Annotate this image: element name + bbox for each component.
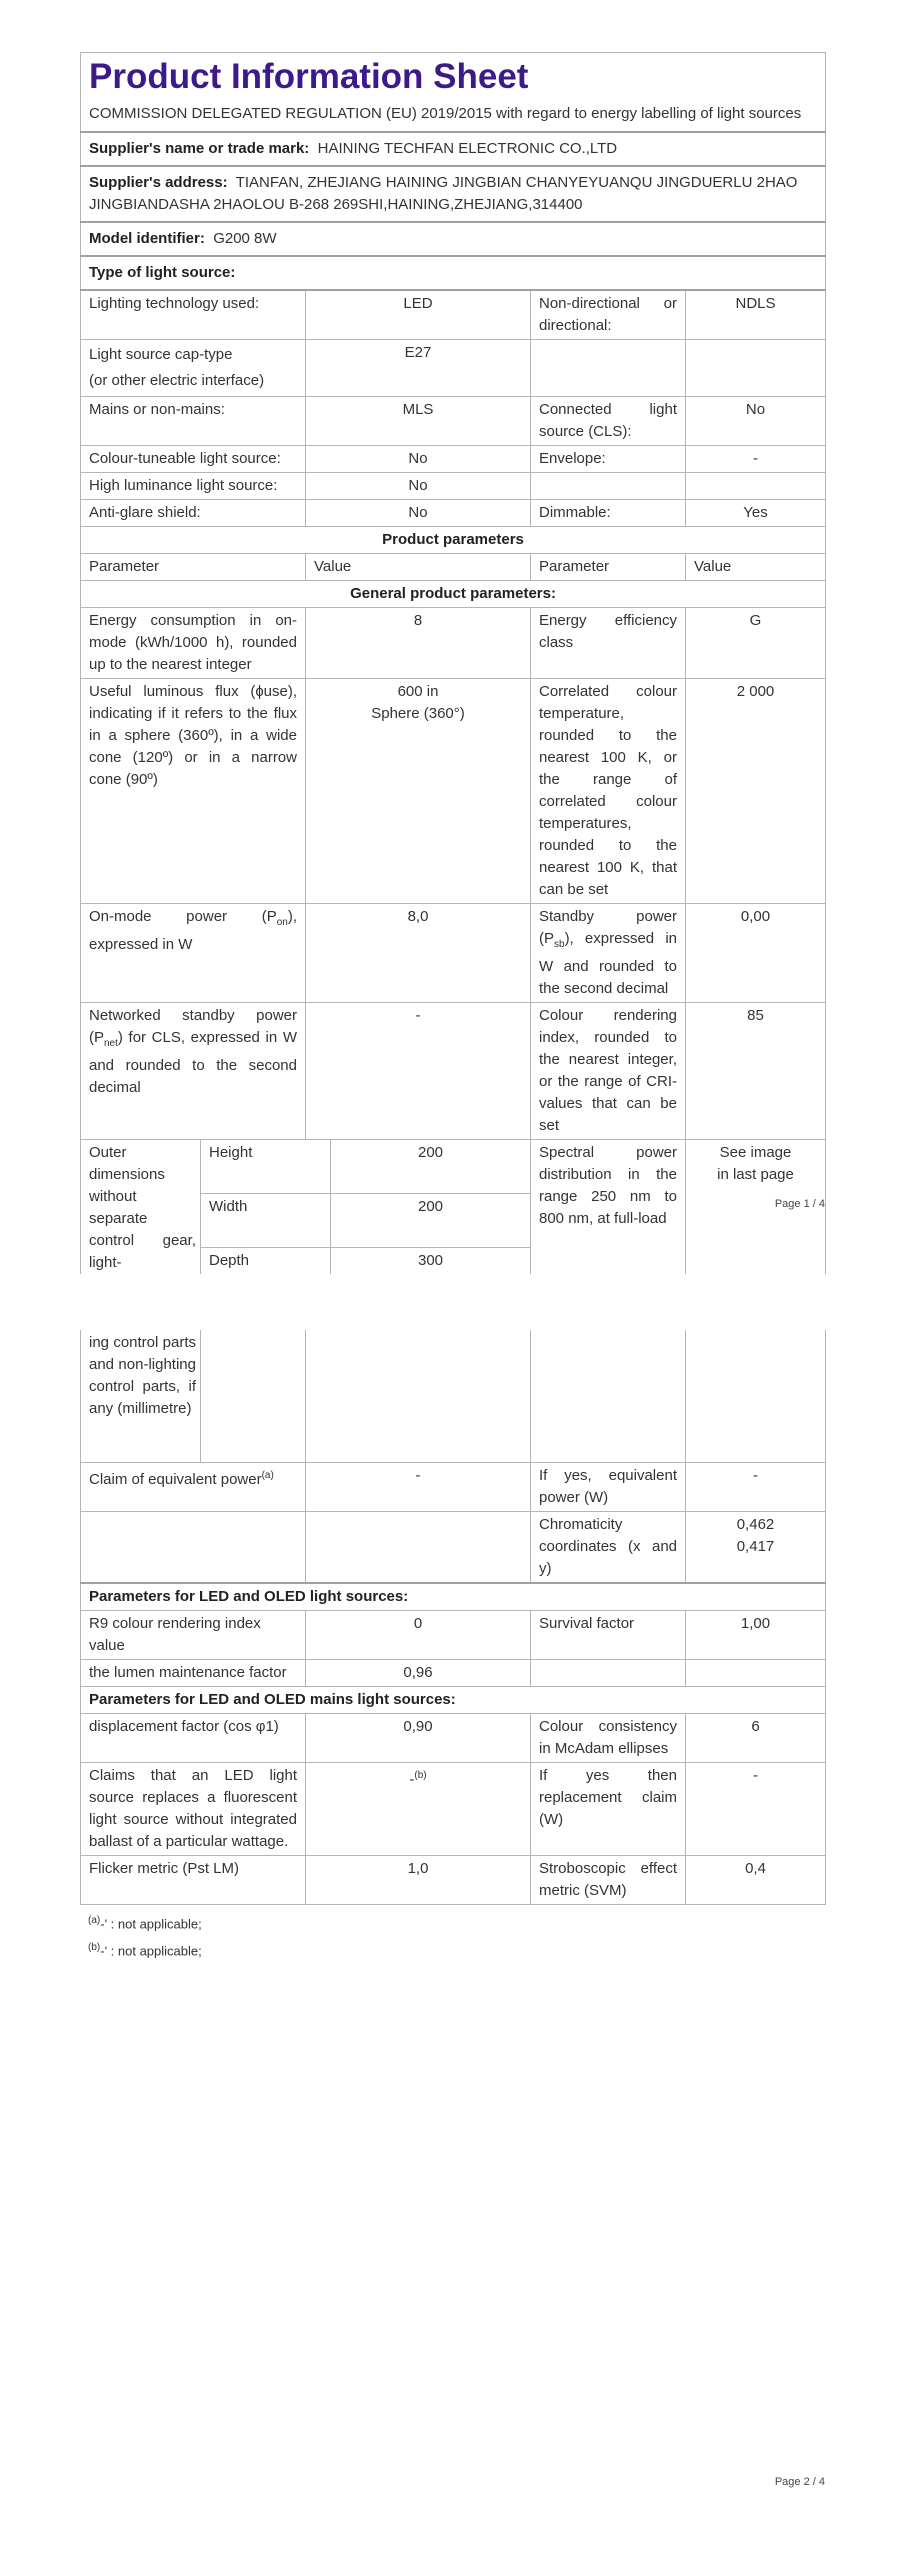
height-label: Height xyxy=(201,1140,331,1194)
networked-standby-label xyxy=(81,1003,306,1140)
networked-standby-text: ) for CLS, expressed in W and rounded to the second decimal xyxy=(89,1029,297,1096)
survival-value: 1,00 xyxy=(686,1611,826,1660)
tuneable-value: No xyxy=(306,446,531,473)
empty-cell xyxy=(686,473,826,500)
model-value: G200 8W xyxy=(213,230,277,247)
col-header-value: Value xyxy=(306,554,531,581)
footnote-b-sup: (b) xyxy=(88,1942,101,1954)
cct-value: 2 000 xyxy=(686,679,826,904)
mains-label: Mains or non-mains: xyxy=(81,397,306,446)
equiv-power-claim-label xyxy=(81,1463,306,1512)
cap-label-line-2: (or other electric interface) xyxy=(89,372,265,389)
page-number-1: Page 1 / 4 xyxy=(774,1198,825,1210)
high-luminance-label: High luminance light source: xyxy=(81,473,306,500)
tech-value: LED xyxy=(306,290,531,340)
flicker-value: 1,0 xyxy=(306,1856,531,1905)
supplier-name-row xyxy=(81,132,826,166)
displacement-value: 0,90 xyxy=(306,1714,531,1763)
r9-label: R9 colour rendering index value xyxy=(81,1611,306,1660)
col-header-parameter: Parameter xyxy=(531,554,686,581)
page-title: Product Information Sheet xyxy=(81,53,826,100)
standby-power-value: 0,00 xyxy=(686,904,826,1003)
empty-cell xyxy=(686,340,826,397)
empty-cell xyxy=(306,1330,531,1463)
empty-cell xyxy=(306,1512,531,1584)
networked-standby-sub: net xyxy=(104,1038,118,1049)
efficiency-label: Energy efficiency class xyxy=(531,608,686,679)
networked-standby-value: - xyxy=(306,1003,531,1140)
standby-power-text: ), expressed in W and rounded to the second decimal xyxy=(539,930,677,997)
width-value: 200 xyxy=(331,1194,531,1248)
on-mode-power-sub: on xyxy=(276,917,288,928)
height-value: 200 xyxy=(331,1140,531,1194)
footnote-b-text: -' : not applicable; xyxy=(100,1943,202,1959)
direction-value: NDLS xyxy=(686,290,826,340)
spd-value-line-1: See image xyxy=(719,1144,792,1161)
footnote-b xyxy=(88,1938,825,1961)
flux-value-line-1: 600 in xyxy=(397,683,439,700)
svm-label: Stroboscopic effect metric (SVM) xyxy=(531,1856,686,1905)
energy-value: 8 xyxy=(306,608,531,679)
on-mode-power-text: On-mode power (P xyxy=(89,908,277,925)
supplier-name-value: HAINING TECHFAN ELECTRONIC CO.,LTD xyxy=(317,140,618,157)
info-sheet-page-2 xyxy=(80,1330,825,1962)
svm-value: 0,4 xyxy=(686,1856,826,1905)
product-parameters-heading: Product parameters xyxy=(81,527,826,554)
outer-dimensions-label-cont: ing control parts and non-lighting control parts, if any (millimetre) xyxy=(81,1330,201,1463)
efficiency-value: G xyxy=(686,608,826,679)
lumen-maintenance-value: 0,96 xyxy=(306,1660,531,1687)
chromaticity-value xyxy=(686,1512,826,1584)
empty-cell xyxy=(686,1660,826,1687)
type-heading: Type of light source: xyxy=(81,256,826,290)
spd-label: Spectral power distribution in the range 250 nm to 800 nm, at full-load xyxy=(531,1140,686,1275)
cri-value: 85 xyxy=(686,1003,826,1140)
cls-value: No xyxy=(686,397,826,446)
chromaticity-label: Chromaticity coordinates (x and y) xyxy=(531,1512,686,1584)
col-header-parameter: Parameter xyxy=(81,554,306,581)
dimmable-value: Yes xyxy=(686,500,826,527)
page-2 xyxy=(0,1240,905,2560)
footnote-b-marker: (b) xyxy=(414,1770,427,1781)
displacement-label: displacement factor (cos φ1) xyxy=(81,1714,306,1763)
replacement-wattage-value: - xyxy=(686,1763,826,1856)
survival-label: Survival factor xyxy=(531,1611,686,1660)
footnote-a-sup: (a) xyxy=(88,1915,101,1926)
spd-value-line-2: in last page xyxy=(717,1166,794,1183)
glare-label: Anti-glare shield: xyxy=(81,500,306,527)
on-mode-power-label xyxy=(81,904,306,1003)
flicker-label: Flicker metric (Pst LM) xyxy=(81,1856,306,1905)
cap-label xyxy=(81,340,306,397)
page-number-2: Page 2 / 4 xyxy=(774,2476,825,2488)
tech-label: Lighting technology used: xyxy=(81,290,306,340)
empty-cell xyxy=(686,1330,826,1463)
high-luminance-value: No xyxy=(306,473,531,500)
empty-cell xyxy=(531,1330,686,1463)
dimmable-label: Dimmable: xyxy=(531,500,686,527)
cap-value: E27 xyxy=(306,340,531,397)
envelope-value: - xyxy=(686,446,826,473)
replacement-claim-text: - xyxy=(409,1771,415,1788)
supplier-address-value: TIANFAN, ZHEJIANG HAINING JINGBIAN CHANYEYUANQU JINGDUERLU 2HAO JINGBIANDASHA 2HAOLOU B-268 269SHI,HAINING,ZHEJIANG,314400 xyxy=(89,174,798,213)
flux-value-line-2: Sphere (360°) xyxy=(371,705,465,722)
mains-value: MLS xyxy=(306,397,531,446)
equiv-power-label: If yes, equivalent power (W) xyxy=(531,1463,686,1512)
empty-cell xyxy=(531,473,686,500)
depth-value: 300 xyxy=(331,1248,531,1275)
general-parameters-heading: General product parameters: xyxy=(81,581,826,608)
footnote-a xyxy=(88,1911,825,1934)
mains-parameters-heading: Parameters for LED and OLED mains light sources: xyxy=(81,1687,826,1714)
cct-label: Correlated colour temperature, rounded to the nearest 100 K, or the range of correlated colour temperatures, rounded to the nearest 100 K, that can be set xyxy=(531,679,686,904)
footnote-a-marker: (a) xyxy=(261,1470,274,1481)
equiv-power-claim-value: - xyxy=(306,1463,531,1512)
empty-cell xyxy=(81,1512,306,1584)
supplier-address-row xyxy=(81,166,826,222)
envelope-label: Envelope: xyxy=(531,446,686,473)
col-header-value: Value xyxy=(686,554,826,581)
empty-cell xyxy=(201,1330,306,1463)
footnote-a-text: -' : not applicable; xyxy=(100,1916,202,1932)
cri-label: Colour rendering index, rounded to the nearest integer, or the range of CRI-values that can be set xyxy=(531,1003,686,1140)
outer-dimensions-label: Outer dimensions without separate control gear, light- xyxy=(81,1140,201,1275)
supplier-name-label: Supplier's name or trade mark: xyxy=(89,140,310,157)
replacement-claim-label: Claims that an LED light source replaces a fluorescent light source without integrated ballast of a particular wattage. xyxy=(81,1763,306,1856)
led-parameters-heading: Parameters for LED and OLED light sources: xyxy=(81,1583,826,1611)
colour-consistency-label: Colour consistency in McAdam ellipses xyxy=(531,1714,686,1763)
empty-cell xyxy=(531,340,686,397)
flux-label: Useful luminous flux (ɸuse), indicating if it refers to the flux in a sphere (360º), in a wide cone (120º) or in a narrow cone (90º) xyxy=(81,679,306,904)
width-label: Width xyxy=(201,1194,331,1248)
glare-value: No xyxy=(306,500,531,527)
equiv-power-claim-text: Claim of equivalent power xyxy=(89,1471,262,1488)
standby-power-label xyxy=(531,904,686,1003)
replacement-wattage-label: If yes then replacement claim (W) xyxy=(531,1763,686,1856)
page-1 xyxy=(0,0,905,1271)
on-mode-power-value: 8,0 xyxy=(306,904,531,1003)
flux-value xyxy=(306,679,531,904)
info-sheet-page-1 xyxy=(80,52,825,1274)
chromaticity-y: 0,417 xyxy=(736,1538,775,1555)
on-mode-power-text: ), expressed in W xyxy=(89,908,297,953)
regulation-text: COMMISSION DELEGATED REGULATION (EU) 2019/2015 with regard to energy labelling of light sources xyxy=(81,99,826,132)
tuneable-label: Colour-tuneable light source: xyxy=(81,446,306,473)
lumen-maintenance-label: the lumen maintenance factor xyxy=(81,1660,306,1687)
direction-label: Non-directional or directional: xyxy=(531,290,686,340)
empty-cell xyxy=(531,1660,686,1687)
model-row xyxy=(81,222,826,256)
networked-standby-text: Networked standby power (P xyxy=(89,1007,297,1046)
depth-label: Depth xyxy=(201,1248,331,1275)
colour-consistency-value: 6 xyxy=(686,1714,826,1763)
model-label: Model identifier: xyxy=(89,230,205,247)
r9-value: 0 xyxy=(306,1611,531,1660)
cls-label: Connected light source (CLS): xyxy=(531,397,686,446)
equiv-power-value: - xyxy=(686,1463,826,1512)
standby-power-sub: sb xyxy=(554,939,565,950)
chromaticity-x: 0,462 xyxy=(736,1516,775,1533)
supplier-address-label: Supplier's address: xyxy=(89,174,228,191)
energy-label: Energy consumption in on-mode (kWh/1000 h), rounded up to the nearest integer xyxy=(81,608,306,679)
replacement-claim-value xyxy=(306,1763,531,1856)
standby-power-text: Standby power (P xyxy=(539,908,677,947)
cap-label-line-1: Light source cap-type xyxy=(89,346,233,363)
